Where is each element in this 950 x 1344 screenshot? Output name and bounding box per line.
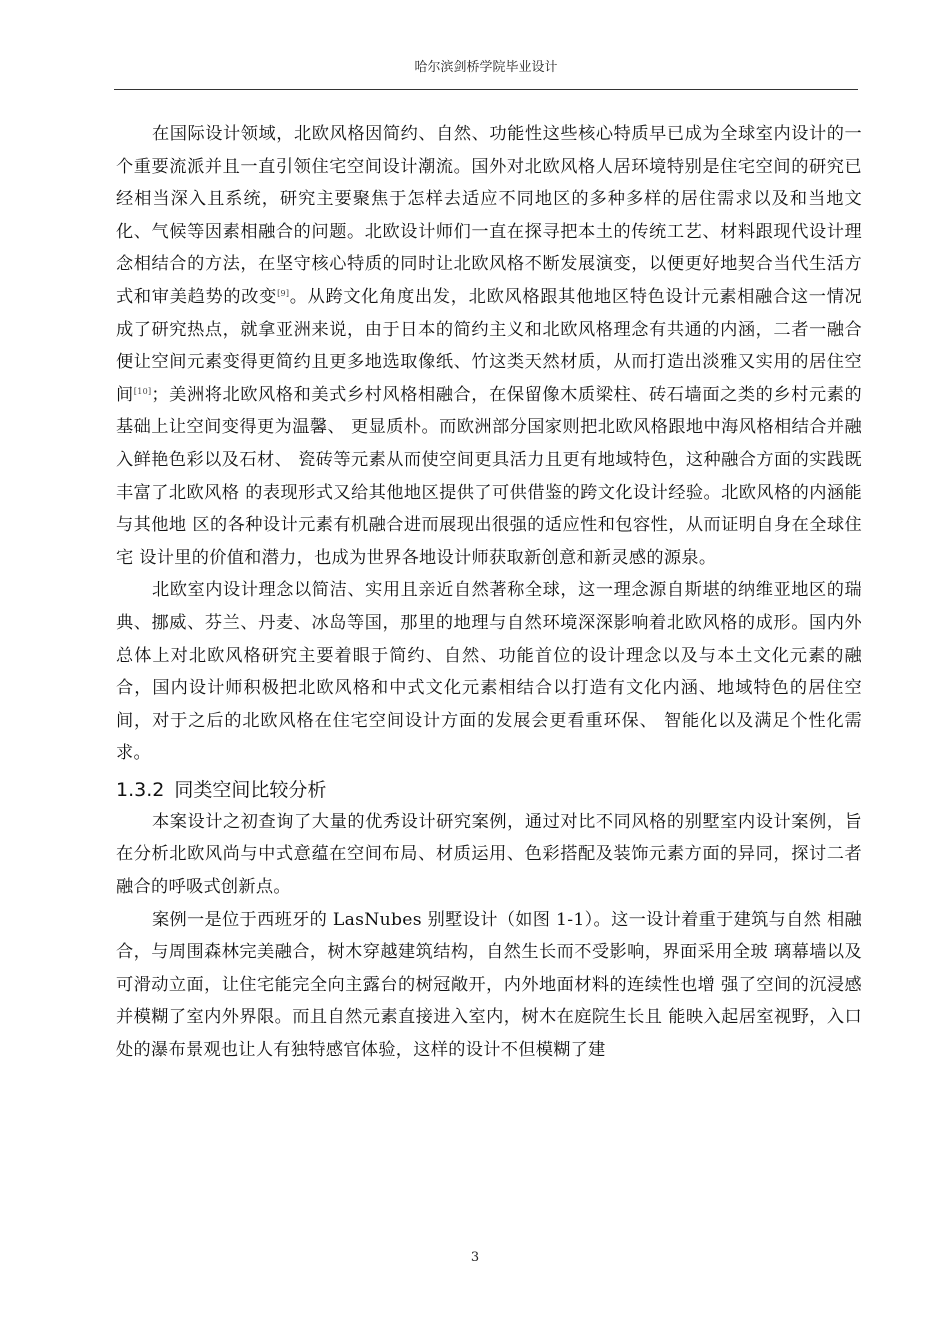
paragraph-text: ；美洲将北欧风格和美式乡村风格相融合，在保留像木质梁柱、砖石墙面之类的乡村元素的基础上让空间变得更为温馨、 更显质朴。而欧洲部分国家则把北欧风格跟地中海风格相结合并融入鲜艳色彩以及石材、 瓷砖等元素从而使空间更具活力且更有地域特色，这种融合方面的实践既丰富了北欧风格 的表现形式又给其他地区提供了可供借鉴的跨文化设计经验。北欧风格的内涵能与其他地 区的各种设计元素有机融合进而展现出很强的适应性和包容性，从而证明自身在全球住宅 设计里的价值和潜力，也成为世界各地设计师获取新创意和新灵感的源泉。	[116, 384, 862, 568]
citation-marker: [9]	[277, 288, 290, 298]
section-title: 同类空间比较分析	[174, 778, 327, 801]
paragraph-nordic-international-research	[116, 118, 862, 574]
running-header: 哈尔滨剑桥学院毕业设计	[414, 60, 558, 75]
paragraph-case-one: 案例一是位于西班牙的 LasNubes 别墅设计（如图 1-1）。这一设计着重于建筑与自然 相融合，与周围森林完美融合，树木穿越建筑结构，自然生长而不受影响，界面采用全玻 璃幕墙以及可滑动立面，让住宅能完全向主露台的树冠敞开，内外地面材料的连续性也增 强了空间的沉浸感并模糊了室内外界限。而且自然元素直接进入室内，树木在庭院生长且 能映入起居室视野，入口处的瀑布景观也让人有独特感官体验，这样的设计不但模糊了建	[116, 909, 862, 1061]
header-divider	[114, 89, 858, 90]
paragraph-text: 在国际设计领域，北欧风格因简约、自然、功能性这些核心特质早已成为全球室内设计的一个重要流派并且一直引领住宅空间设计潮流。国外对北欧风格人居环境特别是住宅空间的研究已经相当深入且系统，研究主要聚焦于怎样去适应不同地区的多种多样的居住需求以及和当地文化、气候等因素相融合的问题。北欧设计师们一直在探寻把本土的传统工艺、材料跟现代设计理念相结合的方法，在坚守核心特质的同时让北欧风格不断发展演变，以便更好地契合当代生活方式和审美趋势的改变	[116, 124, 862, 307]
section-heading	[116, 770, 862, 806]
paragraph-case-study-intro: 本案设计之初查询了大量的优秀设计研究案例，通过对比不同风格的别墅室内设计案例，旨在分析北欧风尚与中式意蕴在空间布局、材质运用、色彩搭配及装饰元素方面的异同，探讨二者融合的呼吸式创新点。	[116, 811, 862, 898]
section-number: 1.3.2	[116, 778, 165, 801]
citation-marker: [10]	[133, 386, 152, 396]
page-number: 3	[470, 1250, 480, 1265]
paragraph-nordic-concept: 北欧室内设计理念以简洁、实用且亲近自然著称全球，这一理念源自斯堪的纳维亚地区的瑞典、挪威、芬兰、丹麦、冰岛等国，那里的地理与自然环境深深影响着北欧风格的成形。国内外总体上对北欧风格研究主要着眼于简约、自然、功能首位的设计理念以及与本土文化元素的融合，国内设计师积极把北欧风格和中式文化元素相结合以打造有文化内涵、地域特色的居住空间，对于之后的北欧风格在住宅空间设计方面的发展会更看重环保、 智能化以及满足个性化需求。	[116, 580, 862, 764]
page-body	[116, 118, 862, 1067]
paragraph-text: 。从跨文化角度出发，北欧风格跟其他地区特色设计元素相融合这一情况成了研究热点，就拿亚洲来说，由于日本的简约主义和北欧风格理念有共通的内涵，二者一融合便让空间元素变得更简约且更多地选取像纸、竹这类天然材质，从而打造出淡雅又实用的居住空间	[116, 286, 863, 405]
